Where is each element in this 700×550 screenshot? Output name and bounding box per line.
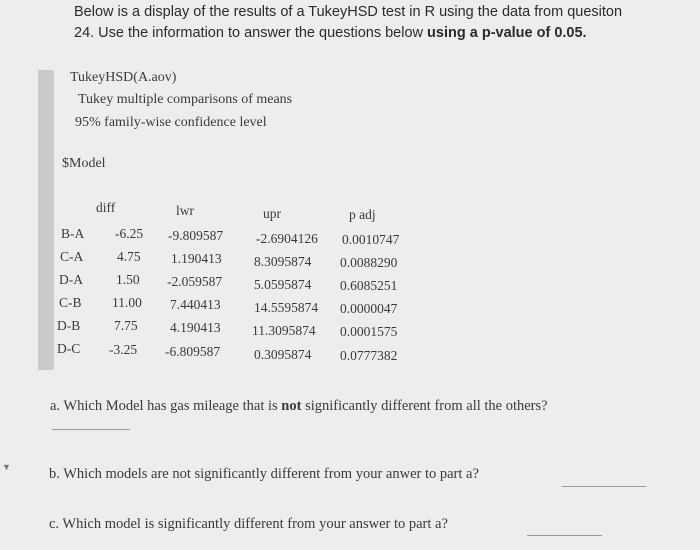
cell-diff: 11.00 xyxy=(112,295,142,310)
cell-lwr: -6.809587 xyxy=(165,344,221,359)
cell-padj: 0.0000047 xyxy=(340,301,398,316)
cell-diff: -6.25 xyxy=(115,226,144,241)
instructions-line-2-text: 24. Use the information to answer the questions below xyxy=(74,25,428,41)
cell-upr: 8.3095874 xyxy=(254,254,312,269)
cell-upr: 14.5595874 xyxy=(254,300,319,315)
cell-padj: 0.0010747 xyxy=(342,232,400,247)
instructions-line-2 xyxy=(74,23,674,44)
question-a-emphasis: not xyxy=(281,398,302,414)
cell-padj: 0.0777382 xyxy=(340,348,398,363)
row-label: C-A xyxy=(60,249,84,264)
cell-lwr: -9.809587 xyxy=(168,228,224,243)
row-label: C-B xyxy=(59,295,82,310)
cell-padj: 0.6085251 xyxy=(340,278,398,293)
column-header-upr: upr xyxy=(263,206,281,221)
cell-diff: 4.75 xyxy=(117,249,141,264)
answer-a-blank[interactable] xyxy=(52,429,130,430)
cell-padj: 0.0001575 xyxy=(340,324,398,339)
output-side-bar xyxy=(38,70,54,370)
cell-lwr: -2.059587 xyxy=(167,274,223,289)
cell-upr: 5.0595874 xyxy=(254,277,312,292)
cell-diff: 1.50 xyxy=(116,272,140,287)
row-label: D-A xyxy=(59,272,83,287)
column-header-padj: p adj xyxy=(349,207,376,222)
instructions xyxy=(74,2,674,44)
cell-lwr: 1.190413 xyxy=(171,251,222,266)
cell-upr: -2.6904126 xyxy=(256,231,318,246)
instructions-line-1: Below is a display of the results of a TukeyHSD test in R using the data from quesiton xyxy=(74,4,623,20)
cell-lwr: 4.190413 xyxy=(170,320,221,335)
output-factor-name: $Model xyxy=(62,156,106,171)
output-call: TukeyHSD(A.aov) xyxy=(70,70,177,85)
row-label: B-A xyxy=(61,226,85,241)
row-label: D-C xyxy=(57,341,81,356)
question-a-text: a. Which Model has gas mileage that is xyxy=(50,398,282,414)
row-label: D-B xyxy=(57,318,81,333)
output-confidence-level: 95% family-wise confidence level xyxy=(75,115,267,130)
column-header-diff: diff xyxy=(96,200,116,215)
cell-upr: 11.3095874 xyxy=(252,323,316,338)
question-a xyxy=(50,398,548,415)
answer-c-blank[interactable] xyxy=(527,535,602,536)
cell-lwr: 7.440413 xyxy=(170,297,221,312)
column-header-lwr: lwr xyxy=(176,203,194,218)
answer-b-blank[interactable] xyxy=(562,486,646,487)
bullet-marker: ▼ xyxy=(2,462,11,472)
cell-diff: 7.75 xyxy=(114,318,138,333)
question-a-text-end: significantly different from all the others? xyxy=(301,398,548,414)
instructions-pvalue-emphasis: using a p-value of 0.05. xyxy=(427,25,587,41)
cell-padj: 0.0088290 xyxy=(340,255,398,270)
question-c: c. Which model is significantly different from your answer to part a? xyxy=(49,516,448,532)
cell-upr: 0.3095874 xyxy=(254,347,312,362)
cell-diff: -3.25 xyxy=(109,342,138,357)
output-title: Tukey multiple comparisons of means xyxy=(78,92,293,107)
question-b: b. Which models are not significantly different from your anwer to part a? xyxy=(49,466,479,482)
